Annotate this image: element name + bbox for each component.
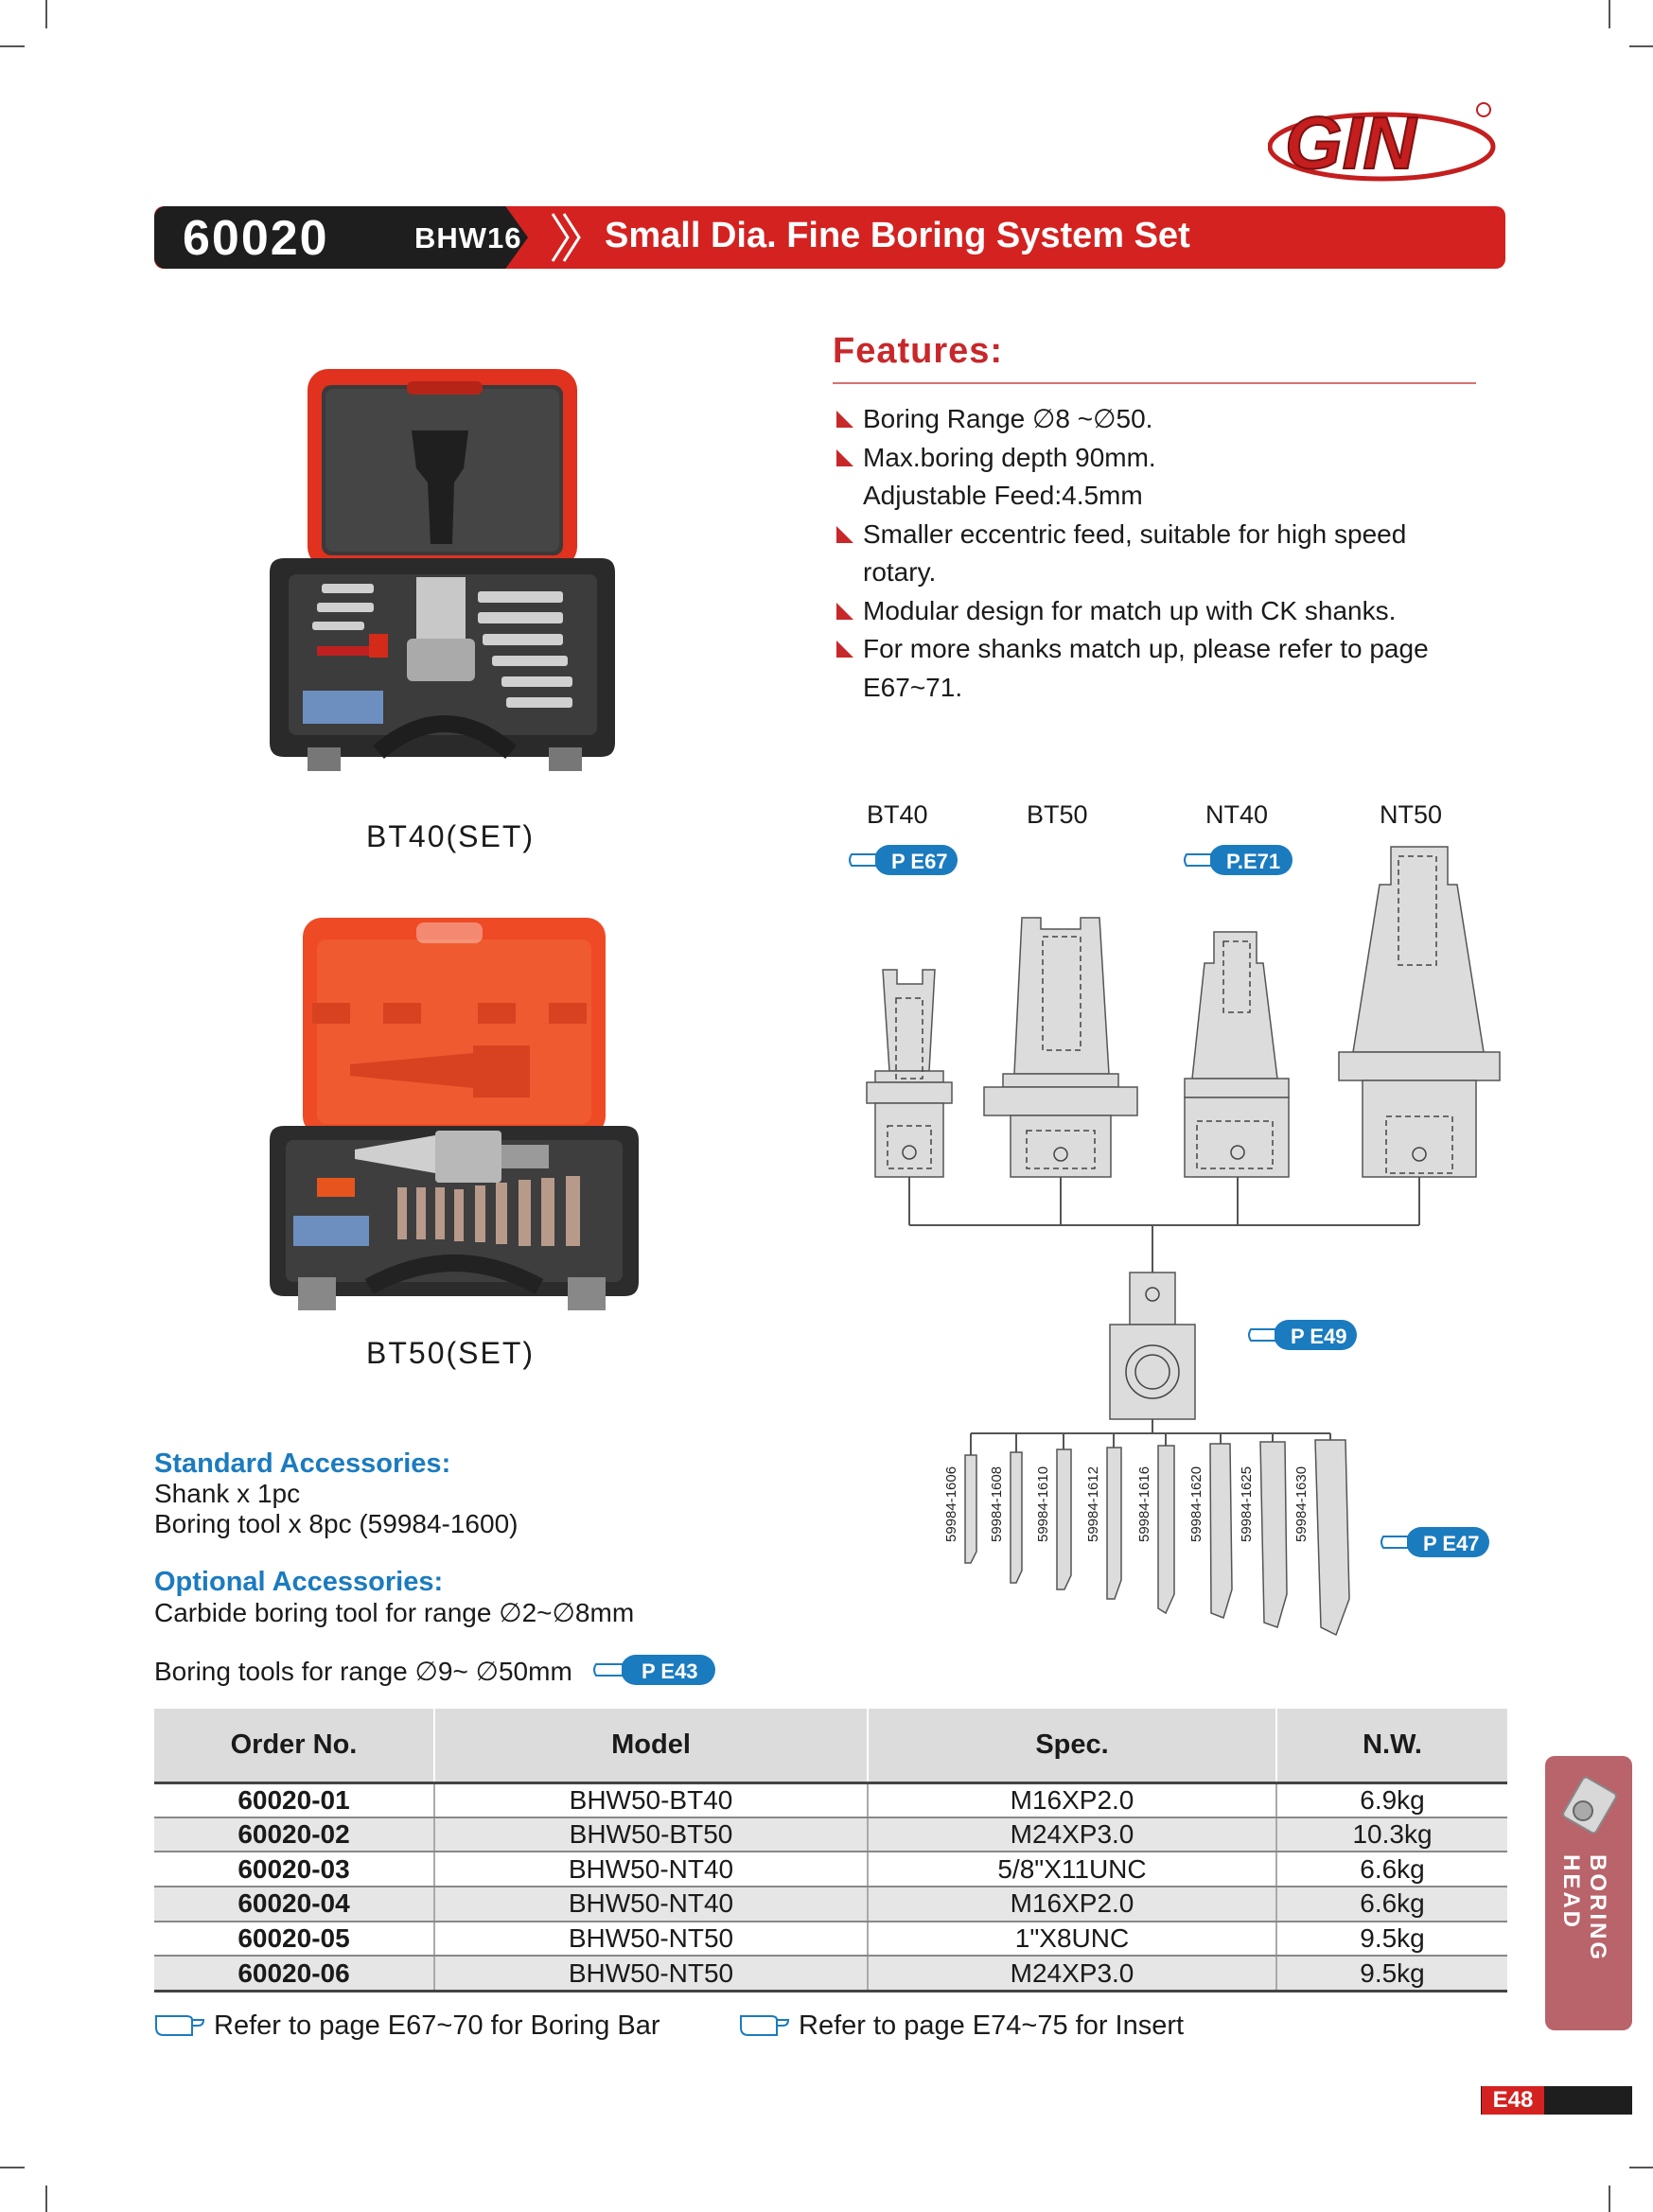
cell-nw: 6.6kg <box>1276 1852 1507 1887</box>
page-number: E48 <box>1482 2086 1544 2115</box>
cell-spec: 5/8"X11UNC <box>868 1852 1276 1887</box>
cell-model: BHW50-NT40 <box>434 1852 868 1887</box>
cell-model: BHW50-NT40 <box>434 1887 868 1922</box>
boring-head-thumbnail <box>1552 1769 1624 1841</box>
cell-order-no: 60020-02 <box>154 1817 434 1852</box>
tool-code-label: 59984-1606 <box>943 1466 959 1542</box>
tool-code-label: 59984-1620 <box>1188 1466 1205 1542</box>
table-row <box>154 1782 1507 1817</box>
cell-spec: 1"X8UNC <box>868 1922 1276 1957</box>
feature-text: Boring Range ∅8 ~∅50. <box>863 404 1153 433</box>
tool-code-label: 59984-1630 <box>1293 1466 1310 1542</box>
table-row <box>154 1956 1507 1991</box>
table-row <box>154 1922 1507 1957</box>
pointing-hand-icon <box>154 2007 205 2039</box>
bullet-triangle-icon <box>835 409 855 430</box>
cell-model: BHW50-BT50 <box>434 1817 868 1852</box>
feature-text: Modular design for match up with CK shanks. <box>863 595 1397 625</box>
crop-mark <box>1629 2167 1653 2168</box>
feature-item <box>835 592 1478 631</box>
features-list <box>835 400 1478 707</box>
page-ref-head-text: P E49 <box>1291 1325 1347 1348</box>
table-header-row <box>154 1709 1507 1782</box>
pointing-hand-icon <box>739 2007 790 2039</box>
optional-accessory-2: Boring tools for range ∅9~ ∅50mm <box>154 1657 572 1686</box>
features-divider <box>833 382 1476 384</box>
cell-model: BHW50-BT40 <box>434 1782 868 1817</box>
section-side-tab-label: BORING HEAD <box>1558 1854 1610 1962</box>
bt50-set-caption: BT50(SET) <box>366 1336 536 1370</box>
crop-mark <box>1609 2186 1610 2212</box>
cell-order-no: 60020-04 <box>154 1887 434 1922</box>
page-ref-badge-optional <box>592 1653 717 1687</box>
crop-mark <box>45 2186 47 2212</box>
tool-code-label: 59984-1625 <box>1239 1466 1255 1542</box>
tool-code-label: 59984-1616 <box>1136 1466 1152 1542</box>
shank-label-bt50: BT50 <box>1027 800 1088 829</box>
cell-order-no: 60020-01 <box>154 1782 434 1817</box>
shank-label-nt50: NT50 <box>1380 800 1443 829</box>
page-ref-nt-text: P.E71 <box>1226 850 1281 873</box>
cell-nw: 10.3kg <box>1276 1817 1507 1852</box>
brand-logo-text: GIN <box>1285 101 1416 184</box>
header-nw: N.W. <box>1276 1709 1507 1782</box>
crop-mark <box>1629 45 1653 47</box>
bt50-set-photo <box>265 913 643 1320</box>
page-ref-badge-head <box>1247 1318 1359 1352</box>
cell-spec: M24XP3.0 <box>868 1956 1276 1991</box>
bt40-set-photo <box>265 364 621 785</box>
crop-mark <box>1609 0 1610 28</box>
feature-text: E67~71. <box>863 672 963 702</box>
feature-text: Max.boring depth 90mm. <box>863 442 1156 472</box>
spec-table <box>154 1709 1507 1993</box>
tool-code-label: 59984-1608 <box>989 1466 1005 1542</box>
page-title: Small Dia. Fine Boring System Set <box>605 216 1190 255</box>
bullet-triangle-icon <box>835 448 855 468</box>
shank-label-bt40: BT40 <box>867 800 928 829</box>
feature-item <box>835 516 1478 592</box>
brand-logo <box>1268 95 1504 189</box>
cell-order-no: 60020-05 <box>154 1922 434 1957</box>
table-row <box>154 1887 1507 1922</box>
bt40-set-caption: BT40(SET) <box>366 819 536 853</box>
feature-item <box>835 630 1478 707</box>
header-model: Model <box>434 1709 868 1782</box>
feature-text: For more shanks match up, please refer to page <box>863 634 1429 663</box>
cell-nw: 9.5kg <box>1276 1922 1507 1957</box>
bullet-triangle-icon <box>835 639 855 659</box>
optional-accessory-1: Carbide boring tool for range ∅2~∅8mm <box>154 1598 635 1627</box>
title-bar <box>154 206 1505 269</box>
feature-item <box>835 400 1478 439</box>
cell-model: BHW50-NT50 <box>434 1956 868 1991</box>
cell-spec: M16XP2.0 <box>868 1887 1276 1922</box>
page-ref-badge-tools <box>1380 1525 1491 1559</box>
standard-accessory-1: Shank x 1pc <box>154 1479 301 1508</box>
page-ref-badge-nt <box>1183 843 1294 877</box>
cell-spec: M16XP2.0 <box>868 1782 1276 1817</box>
page-ref-optional-text: P E43 <box>642 1659 698 1683</box>
cell-nw: 6.9kg <box>1276 1782 1507 1817</box>
cell-order-no: 60020-03 <box>154 1852 434 1887</box>
crop-mark <box>0 45 25 47</box>
header-order-no: Order No. <box>154 1709 434 1782</box>
shank-diagram <box>833 795 1514 1656</box>
bullet-triangle-icon <box>835 601 855 622</box>
page-ref-bt-text: P E67 <box>891 850 948 873</box>
feature-text: Smaller eccentric feed, suitable for high speed <box>863 518 1407 549</box>
tool-code-label: 59984-1612 <box>1085 1466 1101 1542</box>
feature-item <box>835 439 1478 516</box>
bullet-triangle-icon <box>835 524 855 545</box>
header-spec: Spec. <box>868 1709 1276 1782</box>
cell-nw: 9.5kg <box>1276 1956 1507 1991</box>
cell-spec: M24XP3.0 <box>868 1817 1276 1852</box>
standard-accessories-heading: Standard Accessories: <box>154 1448 451 1479</box>
tool-code-label: 59984-1610 <box>1035 1466 1051 1542</box>
note-insert: Refer to page E74~75 for Insert <box>799 2010 1185 2041</box>
features-heading: Features: <box>833 331 1004 371</box>
chevron-right-icon <box>547 206 585 269</box>
feature-text: rotary. <box>863 557 937 587</box>
crop-mark <box>45 0 47 28</box>
series-code: BHW16 <box>414 221 522 255</box>
standard-accessory-2: Boring tool x 8pc (59984-1600) <box>154 1509 519 1538</box>
table-row <box>154 1852 1507 1887</box>
shank-label-nt40: NT40 <box>1205 800 1269 829</box>
cell-model: BHW50-NT50 <box>434 1922 868 1957</box>
optional-accessories-heading: Optional Accessories: <box>154 1567 444 1597</box>
page-ref-badge-bt <box>848 843 959 877</box>
crop-mark <box>0 2167 25 2168</box>
feature-text: Adjustable Feed:4.5mm <box>863 481 1143 510</box>
page-ref-tools-text: P E47 <box>1423 1532 1480 1555</box>
cell-nw: 6.6kg <box>1276 1887 1507 1922</box>
item-number: 60020 <box>183 211 329 266</box>
table-row <box>154 1817 1507 1852</box>
cell-order-no: 60020-06 <box>154 1956 434 1991</box>
note-boring-bar: Refer to page E67~70 for Boring Bar <box>214 2010 660 2041</box>
